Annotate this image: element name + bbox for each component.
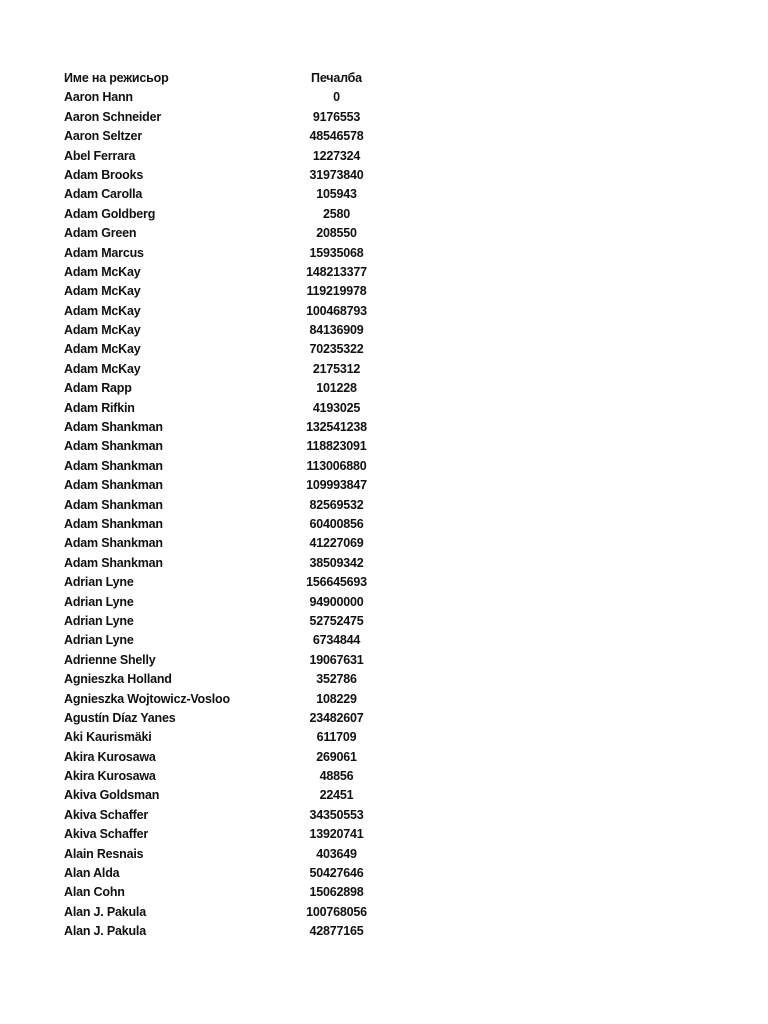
director-name-cell: Akiva Schaffer xyxy=(64,827,149,842)
director-name-cell: Agustín Díaz Yanes xyxy=(64,710,176,725)
table-row xyxy=(64,883,404,902)
gross-cell: 2175312 xyxy=(312,361,361,376)
gross-cell: 352786 xyxy=(316,672,357,687)
director-name-cell: Agnieszka Holland xyxy=(64,672,172,687)
gross-cell: 1227324 xyxy=(312,148,361,163)
gross-cell: 403649 xyxy=(316,846,357,861)
gross-cell: 101228 xyxy=(316,381,357,396)
director-name-cell: Adam Shankman xyxy=(64,478,163,493)
director-name-cell: Adrian Lyne xyxy=(64,594,134,609)
director-name-cell: Adam Shankman xyxy=(64,555,163,570)
table-row xyxy=(64,88,404,107)
director-name-cell: Alain Resnais xyxy=(64,846,144,861)
table-row xyxy=(64,631,404,650)
gross-cell: 13920741 xyxy=(309,827,364,842)
gross-cell: 48546578 xyxy=(309,129,364,144)
gross-cell: 100768056 xyxy=(306,904,367,919)
table-row xyxy=(64,302,404,321)
director-name-cell: Adam McKay xyxy=(64,323,141,338)
director-name-cell: Alan Cohn xyxy=(64,885,125,900)
director-name-cell: Adam Shankman xyxy=(64,497,163,512)
director-name-cell: Adam Marcus xyxy=(64,245,144,260)
table-row xyxy=(64,244,404,263)
gross-cell: 208550 xyxy=(316,226,357,241)
table-row xyxy=(64,651,404,670)
director-name-cell: Alan J. Pakula xyxy=(64,924,146,939)
table-row xyxy=(64,108,404,127)
gross-cell: 42877165 xyxy=(309,924,364,939)
gross-cell: 105943 xyxy=(316,187,357,202)
table-row xyxy=(64,534,404,553)
director-name-cell: Adrian Lyne xyxy=(64,575,134,590)
gross-cell: 0 xyxy=(333,90,340,105)
director-name-cell: Adam Carolla xyxy=(64,187,143,202)
table-row xyxy=(64,399,404,418)
gross-cell: 2580 xyxy=(322,206,350,221)
table-row xyxy=(64,496,404,515)
table-row xyxy=(64,612,404,631)
director-name-cell: Akira Kurosawa xyxy=(64,769,156,784)
table-row xyxy=(64,806,404,825)
table-row xyxy=(64,670,404,689)
gross-cell: 148213377 xyxy=(306,264,367,279)
director-name-cell: Agnieszka Wojtowicz-Vosloo xyxy=(64,691,230,706)
gross-cell: 34350553 xyxy=(309,807,364,822)
director-name-cell: Adam Brooks xyxy=(64,167,144,182)
table-row xyxy=(64,205,404,224)
table-row xyxy=(64,321,404,340)
director-name-cell: Aki Kaurismäki xyxy=(64,730,152,745)
table-row xyxy=(64,767,404,786)
header-director-name: Име на режисьор xyxy=(64,71,169,85)
gross-cell: 50427646 xyxy=(309,866,364,881)
table-row xyxy=(64,554,404,573)
table-row xyxy=(64,457,404,476)
gross-cell: 109993847 xyxy=(306,478,367,493)
director-name-cell: Adam Shankman xyxy=(64,516,163,531)
gross-cell: 15935068 xyxy=(309,245,364,260)
table-row xyxy=(64,147,404,166)
table-row xyxy=(64,748,404,767)
director-gross-table xyxy=(64,69,404,942)
gross-cell: 4193025 xyxy=(312,400,361,415)
gross-cell: 19067631 xyxy=(309,652,364,667)
director-name-cell: Adam McKay xyxy=(64,342,141,357)
table-row xyxy=(64,825,404,844)
director-name-cell: Adam McKay xyxy=(64,264,141,279)
table-row xyxy=(64,786,404,805)
gross-cell: 52752475 xyxy=(309,613,364,628)
director-name-cell: Akiva Goldsman xyxy=(64,788,160,803)
gross-cell: 82569532 xyxy=(309,497,364,512)
table-row xyxy=(64,360,404,379)
director-name-cell: Akiva Schaffer xyxy=(64,807,149,822)
table-header-row xyxy=(64,69,404,88)
table-row xyxy=(64,690,404,709)
director-name-cell: Akira Kurosawa xyxy=(64,749,156,764)
header-gross: Печалба xyxy=(311,71,362,85)
gross-cell: 60400856 xyxy=(309,516,364,531)
gross-cell: 38509342 xyxy=(309,555,364,570)
director-name-cell: Adam Rifkin xyxy=(64,400,135,415)
table-row xyxy=(64,379,404,398)
gross-cell: 94900000 xyxy=(309,594,364,609)
director-name-cell: Adam Shankman xyxy=(64,439,163,454)
director-name-cell: Adrienne Shelly xyxy=(64,652,156,667)
gross-cell: 41227069 xyxy=(309,536,364,551)
director-name-cell: Adam Green xyxy=(64,226,137,241)
director-name-cell: Adam McKay xyxy=(64,284,141,299)
director-name-cell: Alan Alda xyxy=(64,866,120,881)
table-row xyxy=(64,922,404,941)
table-row xyxy=(64,593,404,612)
table-body xyxy=(64,88,404,941)
table-row xyxy=(64,185,404,204)
director-name-cell: Adam Rapp xyxy=(64,381,132,396)
gross-cell: 9176553 xyxy=(312,109,361,124)
gross-cell: 31973840 xyxy=(309,167,364,182)
gross-cell: 132541238 xyxy=(306,420,367,435)
gross-cell: 118823091 xyxy=(306,439,367,454)
table-row xyxy=(64,573,404,592)
director-name-cell: Adam Shankman xyxy=(64,536,163,551)
gross-cell: 113006880 xyxy=(306,458,367,473)
director-name-cell: Aaron Seltzer xyxy=(64,129,142,144)
gross-cell: 22451 xyxy=(319,788,354,803)
gross-cell: 48856 xyxy=(319,769,354,784)
table-row xyxy=(64,515,404,534)
gross-cell: 611709 xyxy=(316,730,357,745)
table-row xyxy=(64,437,404,456)
table-row xyxy=(64,418,404,437)
director-name-cell: Adam McKay xyxy=(64,361,141,376)
table-row xyxy=(64,728,404,747)
director-name-cell: Adam Shankman xyxy=(64,458,163,473)
director-name-cell: Adrian Lyne xyxy=(64,613,134,628)
gross-cell: 84136909 xyxy=(309,323,364,338)
gross-cell: 6734844 xyxy=(312,633,361,648)
gross-cell: 15062898 xyxy=(309,885,364,900)
director-name-cell: Adrian Lyne xyxy=(64,633,134,648)
table-row xyxy=(64,845,404,864)
gross-cell: 156645693 xyxy=(306,575,367,590)
table-row xyxy=(64,903,404,922)
gross-cell: 269061 xyxy=(316,749,357,764)
director-name-cell: Alan J. Pakula xyxy=(64,904,146,919)
director-name-cell: Abel Ferrara xyxy=(64,148,136,163)
director-name-cell: Adam McKay xyxy=(64,303,141,318)
director-name-cell: Adam Goldberg xyxy=(64,206,156,221)
table-row xyxy=(64,263,404,282)
table-row xyxy=(64,476,404,495)
table-row xyxy=(64,709,404,728)
director-name-cell: Aaron Schneider xyxy=(64,109,162,124)
director-name-cell: Adam Shankman xyxy=(64,420,163,435)
gross-cell: 23482607 xyxy=(309,710,364,725)
table-row xyxy=(64,340,404,359)
table-row xyxy=(64,127,404,146)
gross-cell: 119219978 xyxy=(306,284,367,299)
table-row xyxy=(64,282,404,301)
director-name-cell: Aaron Hann xyxy=(64,90,133,105)
gross-cell: 108229 xyxy=(316,691,357,706)
gross-cell: 100468793 xyxy=(306,303,367,318)
table-row xyxy=(64,166,404,185)
table-row xyxy=(64,224,404,243)
table-row xyxy=(64,864,404,883)
gross-cell: 70235322 xyxy=(309,342,364,357)
